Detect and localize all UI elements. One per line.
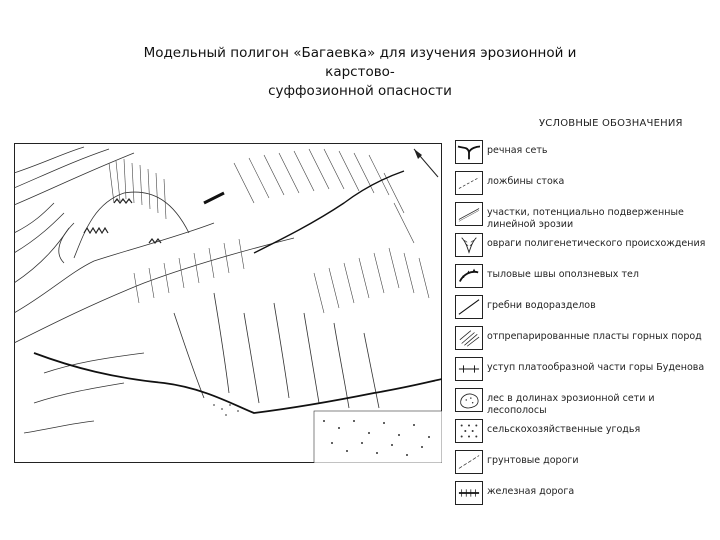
legend-item-linear-erosion [455,202,715,232]
legend-item-river [455,140,715,170]
legend-label: отпрепарированные пласты горных пород [487,331,702,342]
title-line-2: суффозионной опасности [268,83,452,99]
legend-item-dirt-road [455,450,715,480]
legend-label: речная сеть [487,145,548,156]
polygon-map [14,143,442,463]
legend-item-forest [455,388,715,418]
railway-icon [455,481,483,505]
legend-label: железная дорога [487,486,575,497]
ravine-icon [455,233,483,257]
legend-label: лес в долинах эрозионной сети и лесополосы [487,393,655,416]
watershed-ridge-icon [455,295,483,319]
legend-label: гребни водоразделов [487,300,596,311]
legend-item-farmland [455,419,715,449]
plateau-scarp-icon [455,357,483,381]
legend [455,140,715,512]
legend-label: тыловые швы оползневых тел [487,269,639,280]
dirt-road-icon [455,450,483,474]
legend-label: овраги полигенетического происхождения [487,238,706,249]
forest-icon [455,388,483,412]
legend-heading: УСЛОВНЫЕ ОБОЗНАЧЕНИЯ [539,118,683,129]
legend-label: участки, потенциально подверженные линейной эрозии [487,207,684,230]
river-network-icon [455,140,483,164]
legend-item-strata [455,326,715,356]
landslide-seam-icon [455,264,483,288]
farmland-icon [455,419,483,443]
rock-strata-icon [455,326,483,350]
legend-label: уступ платообразной части горы Буденова [487,362,705,373]
legend-item-hollow [455,171,715,201]
legend-item-ravine [455,233,715,263]
legend-item-railway [455,481,715,511]
title-line-1: Модельный полигон «Багаевка» для изучения эрозионной и карстово- [143,45,577,80]
legend-label: ложбины стока [487,176,565,187]
legend-label: грунтовые дороги [487,455,579,466]
legend-label: сельскохозяйственные угодья [487,424,641,435]
legend-item-landslide [455,264,715,294]
runoff-hollow-icon [455,171,483,195]
linear-erosion-icon [455,202,483,226]
legend-item-ridge [455,295,715,325]
map-title [120,44,600,101]
legend-item-scarp [455,357,715,387]
